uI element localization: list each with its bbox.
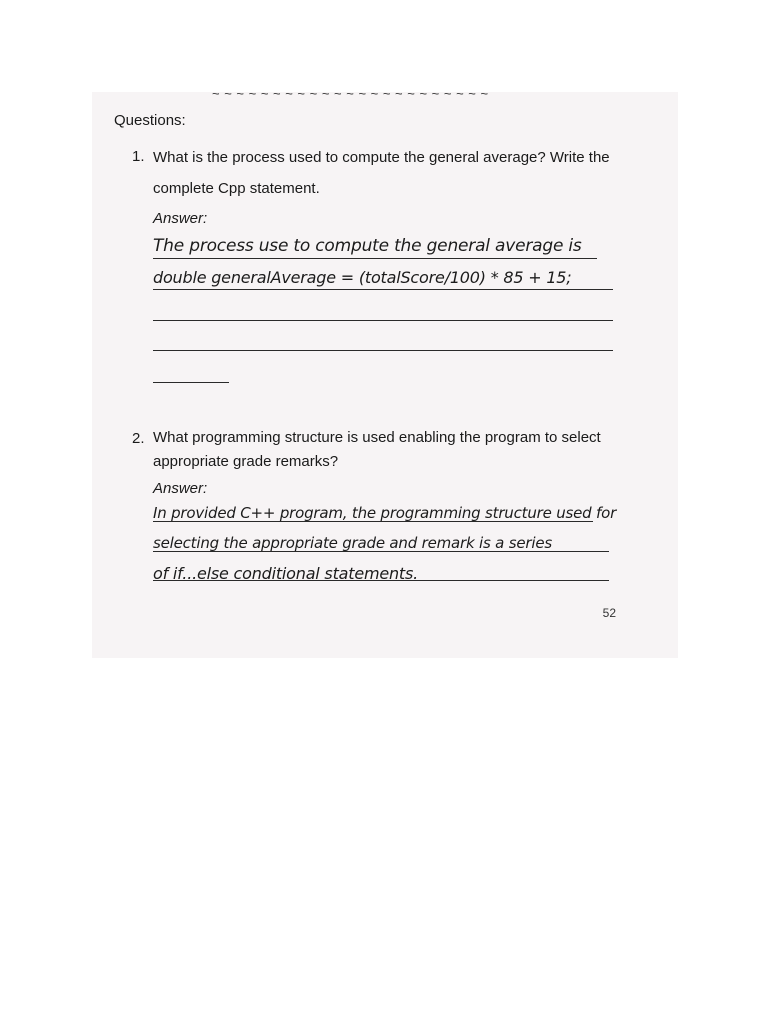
answer-line (153, 258, 597, 259)
handwritten-answer-line: double generalAverage = (totalScore/100) * 85 + 15; (153, 268, 572, 287)
cropped-text-fragment: ~ ~ ~ ~ ~ ~ ~ ~ ~ ~ ~ ~ ~ ~ ~ ~ ~ ~ ~ ~ ~ ~ ~ (212, 86, 489, 101)
worksheet-page (92, 86, 678, 658)
answer-line (153, 580, 609, 581)
question-text: What programming structure is used enabling the program to select appropriate grade remarks? (153, 429, 601, 470)
question-text: What is the process used to compute the general average? Write the complete Cpp statement. (153, 149, 610, 197)
answer-label: Answer: (153, 210, 208, 227)
answer-line (153, 382, 229, 383)
handwritten-answer-line: The process use to compute the general average is (153, 236, 582, 256)
handwritten-answer-line: selecting the appropriate grade and remark is a series (153, 534, 552, 552)
page-number: 52 (602, 606, 616, 620)
answer-line (153, 320, 613, 321)
questions-heading: Questions: (114, 112, 186, 129)
handwritten-answer-line: In provided C++ program, the programming structure used for (153, 504, 617, 522)
handwritten-answer-line: of if...else conditional statements. (153, 564, 419, 583)
answer-line (153, 551, 609, 552)
answer-line (153, 350, 613, 351)
answer-line (153, 289, 613, 290)
question-number: 2. (132, 430, 145, 447)
answer-label: Answer: (153, 480, 208, 497)
question-number: 1. (132, 148, 145, 165)
answer-line (153, 521, 593, 522)
